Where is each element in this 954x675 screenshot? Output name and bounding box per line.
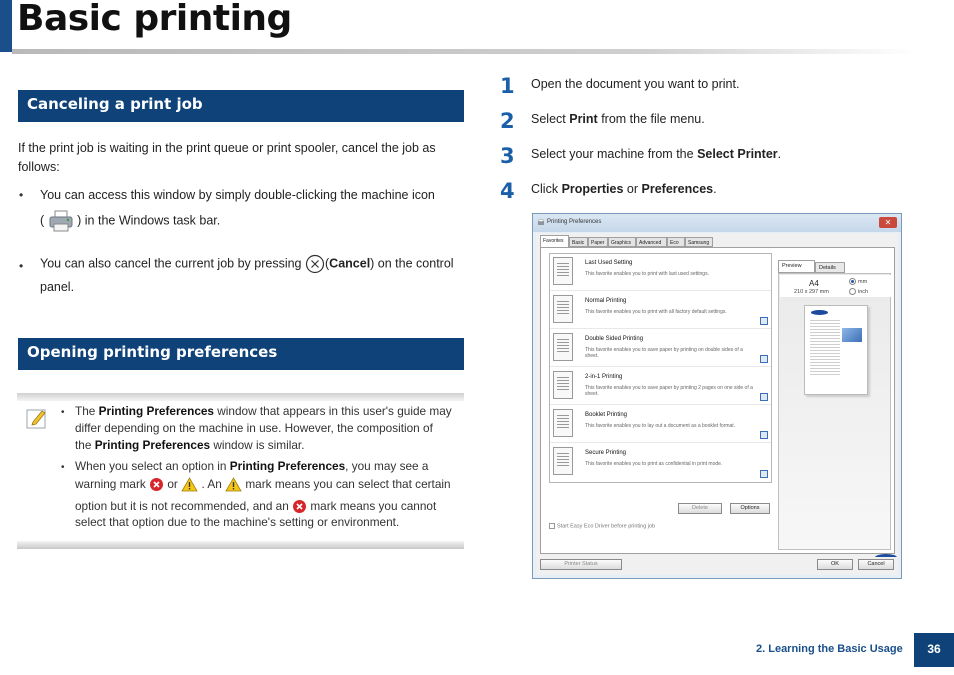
list-item[interactable] <box>550 292 771 329</box>
tab-samsung[interactable]: Samsung <box>685 237 713 247</box>
two-up-document-icon <box>553 371 573 399</box>
note2-line3b: mark means you cannot <box>310 499 437 513</box>
options-button[interactable]: Options <box>730 503 770 514</box>
note1-bold2: Printing Preferences <box>94 438 211 452</box>
step-3-text <box>531 147 781 161</box>
cancel-bullet2-line2: panel. <box>40 280 75 294</box>
note2-line3 <box>75 498 436 515</box>
note1-the2: the <box>75 438 92 452</box>
edit-icon[interactable] <box>760 355 768 363</box>
paren-open: ( <box>325 256 330 271</box>
step-1-text: Open the document you want to print. <box>531 77 740 91</box>
tab-graphics[interactable]: Graphics <box>608 237 636 247</box>
printer-icon <box>48 209 74 233</box>
favorite-name: Booklet Printing <box>585 412 628 418</box>
cancel-bullet1-line2 <box>40 209 220 235</box>
favorite-name: Normal Printing <box>585 298 627 304</box>
step-2-pre: Select <box>531 112 566 126</box>
note1-rest1: window that appears in this user's guide may <box>217 404 452 418</box>
title-accent-bar <box>0 0 12 52</box>
list-item[interactable] <box>550 254 771 291</box>
tab-basic[interactable]: Basic <box>569 237 588 247</box>
dialog-footer <box>536 557 898 575</box>
error-mark-icon <box>149 477 164 492</box>
dialog-body <box>536 233 898 575</box>
note2-warn: warning mark <box>75 477 146 491</box>
note-top-border <box>17 393 464 401</box>
step-4-bold: Properties <box>561 182 624 196</box>
favorites-list <box>549 253 772 483</box>
warning-mark-icon <box>181 477 198 492</box>
paper-name: A4 <box>809 279 819 288</box>
favorite-desc: This favorite enables you to save paper by printing 2 pages on one side of a sheet. <box>585 385 753 397</box>
note-pencil-icon <box>26 407 48 429</box>
cancel-intro-line2: follows: <box>18 160 60 174</box>
favorite-name: Secure Printing <box>585 450 627 456</box>
step-4-text <box>531 182 717 196</box>
preview-text-lines <box>810 320 840 376</box>
note2-mark: mark means you can select that certain <box>245 477 451 491</box>
bullet2-pre: You can also cancel the current job by pressing <box>40 256 302 271</box>
cancel-intro <box>18 139 436 177</box>
title-rule <box>12 49 917 54</box>
eco-label: Start Easy Eco Driver before printing job <box>557 523 656 530</box>
step-number: 2 <box>500 109 515 133</box>
dialog-title: Printing Preferences <box>533 214 901 232</box>
section-header-prefs: Opening printing preferences <box>18 338 464 370</box>
note2-rest: , you may see a <box>345 459 429 473</box>
eco-checkbox[interactable] <box>549 523 655 529</box>
note2-pre: When you select an option in <box>75 459 227 473</box>
note-bottom-border <box>17 541 464 549</box>
ok-button[interactable]: OK <box>817 559 853 570</box>
favorite-desc: This favorite enables you to lay out a document as a booklet format. <box>585 423 736 429</box>
step-3-post: . <box>777 147 782 161</box>
note1 <box>75 403 452 454</box>
unit-inch-label: inch <box>858 288 869 295</box>
tab-preview[interactable]: Preview <box>778 260 815 273</box>
list-item[interactable] <box>550 444 771 481</box>
step-number: 1 <box>500 74 515 98</box>
list-item[interactable] <box>550 368 771 405</box>
printer-status-button[interactable]: Printer Status <box>540 559 622 570</box>
booklet-icon <box>553 409 573 437</box>
document-icon <box>553 295 573 323</box>
unit-inch-radio[interactable] <box>849 288 868 295</box>
paper-info <box>780 275 891 297</box>
favorite-desc: This favorite enables you to print with all factory default settings. <box>585 309 727 315</box>
footer-section-label: 2. Learning the Basic Usage <box>756 643 903 655</box>
printing-preferences-dialog <box>532 213 902 579</box>
step-2-post: from the file menu. <box>601 112 705 126</box>
favorite-name: Double Sided Printing <box>585 336 644 342</box>
step-4-post: . <box>713 182 717 196</box>
list-item[interactable] <box>550 330 771 367</box>
step-4-pre: Click <box>531 182 559 196</box>
list-item[interactable] <box>550 406 771 443</box>
edit-icon[interactable] <box>760 317 768 325</box>
warning-mark-icon <box>225 477 242 492</box>
cancel-label: Cancel <box>329 256 371 271</box>
favorite-name: 2-in-1 Printing <box>585 374 623 380</box>
page-title: Basic printing <box>17 0 292 39</box>
step-number: 4 <box>500 179 515 203</box>
note2-or: or <box>167 477 178 491</box>
printer-small-icon <box>537 219 545 227</box>
step-2-text <box>531 112 705 126</box>
bullet-dot: • <box>61 407 65 418</box>
cancel-bullet1-line1: You can access this window by simply double-clicking the machine icon <box>40 188 435 202</box>
note2-line2 <box>75 476 451 496</box>
note1-line2: differ depending on the machine in use. However, the composition of <box>75 421 433 435</box>
bullet-dot: • <box>19 188 24 202</box>
note2-bold: Printing Preferences <box>229 459 346 473</box>
preview-page <box>804 305 868 395</box>
step-4-bold2: Preferences <box>641 182 714 196</box>
edit-icon[interactable] <box>760 431 768 439</box>
favorite-desc: This favorite enables you to print as confidential in print mode. <box>585 461 723 467</box>
favorite-desc: This favorite enables you to save paper by printing on double sides of a sheet. <box>585 347 743 359</box>
cancel-button-icon <box>305 254 325 274</box>
note1-bold1: Printing Preferences <box>98 404 214 418</box>
note2-line4: select that option due to the machine's setting or environment. <box>75 515 400 529</box>
preview-image <box>842 328 862 342</box>
checkbox-box <box>549 523 555 529</box>
favorite-name: Last Used Setting <box>585 260 633 266</box>
bullet2-post: ) on the control <box>370 256 454 271</box>
samsung-logo-icon <box>811 310 828 315</box>
step-2-bold: Print <box>569 112 598 126</box>
note2-line1 <box>75 458 428 475</box>
delete-button[interactable]: Delete <box>678 503 722 514</box>
tab-advanced[interactable]: Advanced <box>636 237 667 247</box>
favorite-desc: This favorite enables you to print with last used settings. <box>585 271 709 277</box>
step-4-mid: or <box>626 182 639 196</box>
cancel-bullet2-line1 <box>40 254 454 274</box>
note1-the: The <box>75 404 96 418</box>
section-header-cancel: Canceling a print job <box>18 90 464 122</box>
tab-details[interactable]: Details <box>815 262 845 273</box>
bullet-dot: • <box>61 462 65 473</box>
tab-favorites[interactable]: Favorites <box>540 235 569 248</box>
edit-icon[interactable] <box>760 470 768 478</box>
bullet1-text-end: ) in the Windows task bar. <box>77 213 221 228</box>
duplex-document-icon <box>553 333 573 361</box>
document-icon <box>553 257 573 285</box>
page-number: 36 <box>914 633 954 667</box>
error-mark-icon <box>292 499 307 514</box>
paren-open: ( <box>40 213 45 228</box>
tab-paper[interactable]: Paper <box>588 237 608 247</box>
secure-document-icon <box>553 447 573 475</box>
cancel-button[interactable]: Cancel <box>858 559 894 570</box>
note2-line3a: option but it is not recommended, and an <box>75 499 289 513</box>
close-icon[interactable]: ✕ <box>879 217 897 228</box>
unit-mm-radio[interactable] <box>849 278 867 285</box>
step-number: 3 <box>500 144 515 168</box>
step-3-bold: Select Printer <box>697 147 778 161</box>
note2-an: . An <box>201 477 222 491</box>
paper-size: 210 x 297 mm <box>794 289 829 295</box>
edit-icon[interactable] <box>760 393 768 401</box>
unit-mm-label: mm <box>858 278 868 285</box>
tab-eco[interactable]: Eco <box>667 237 685 247</box>
favorites-panel <box>540 247 895 554</box>
note1-rest2: window is similar. <box>213 438 305 452</box>
step-3-pre: Select your machine from the <box>531 147 694 161</box>
preview-area <box>778 273 891 550</box>
cancel-intro-line1: If the print job is waiting in the print queue or print spooler, cancel the job as <box>18 141 436 155</box>
bullet-dot: • <box>19 259 24 273</box>
